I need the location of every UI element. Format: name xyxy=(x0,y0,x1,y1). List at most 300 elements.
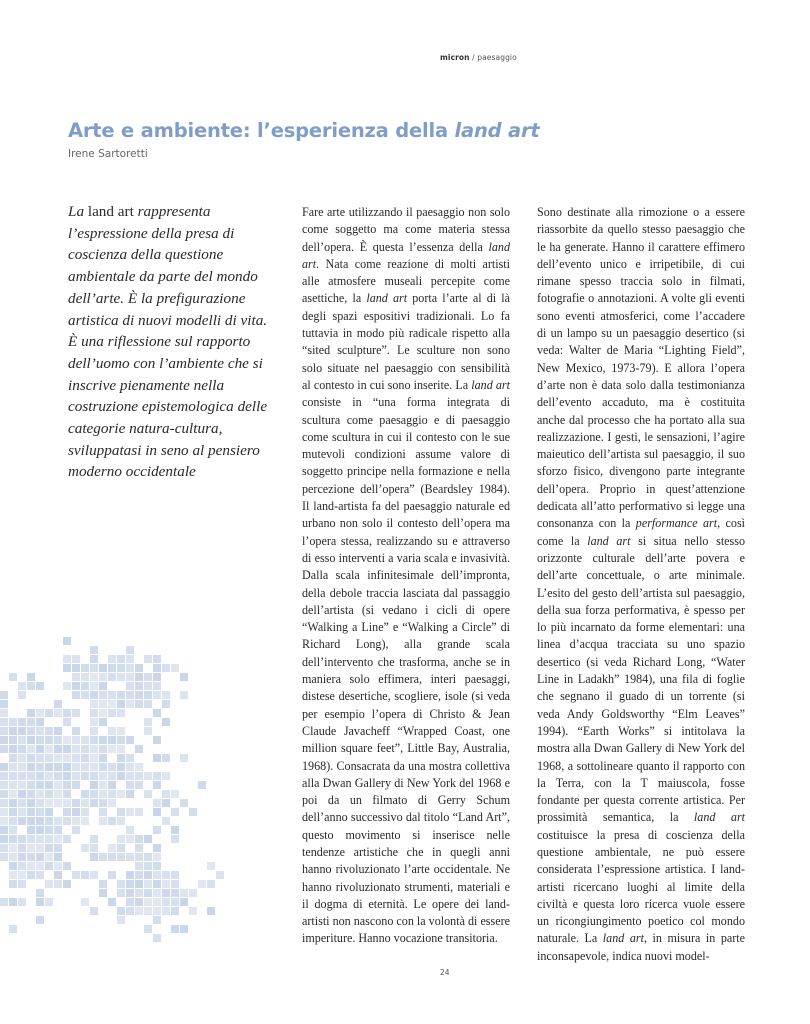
pixel-block xyxy=(0,853,8,861)
pixel-block xyxy=(99,709,107,717)
pixel-block xyxy=(18,799,26,807)
pixel-block xyxy=(0,835,8,843)
pixel-block xyxy=(162,754,170,762)
pixel-block xyxy=(63,637,71,645)
pixel-block xyxy=(144,898,152,906)
pixel-block xyxy=(90,700,98,708)
pixel-block xyxy=(45,727,53,735)
pixel-block xyxy=(81,745,89,753)
pixel-block xyxy=(27,871,35,879)
pixel-block xyxy=(72,754,80,762)
pixel-block xyxy=(153,916,161,924)
pixel-block xyxy=(72,664,80,672)
pixel-block xyxy=(126,772,134,780)
pixel-block xyxy=(81,871,89,879)
pixel-block xyxy=(153,682,161,690)
pixel-block xyxy=(135,763,143,771)
pixel-block xyxy=(18,898,26,906)
pixel-block xyxy=(81,844,89,852)
pixel-block xyxy=(63,772,71,780)
pixel-block xyxy=(18,745,26,753)
pixel-block xyxy=(171,664,179,672)
pixel-block xyxy=(54,781,62,789)
pixel-block xyxy=(36,763,44,771)
pixel-block xyxy=(108,790,116,798)
pixel-block xyxy=(18,772,26,780)
body-column-2 xyxy=(537,204,745,965)
pixel-block xyxy=(63,781,71,789)
pixel-block xyxy=(126,682,134,690)
pixel-block xyxy=(207,862,215,870)
pixel-block xyxy=(153,898,161,906)
pixel-block xyxy=(9,826,17,834)
pixel-block xyxy=(117,754,125,762)
pixel-block xyxy=(117,889,125,897)
pixel-block xyxy=(36,781,44,789)
pixel-block xyxy=(189,907,197,915)
pixel-block xyxy=(36,853,44,861)
pixel-block xyxy=(9,808,17,816)
pixel-block xyxy=(117,691,125,699)
pixel-block xyxy=(63,862,71,870)
pixel-block xyxy=(36,835,44,843)
pixel-block xyxy=(99,772,107,780)
pixel-block xyxy=(180,799,188,807)
pixel-block xyxy=(9,844,17,852)
pixel-block xyxy=(9,862,17,870)
pixel-block xyxy=(90,655,98,663)
pixel-block xyxy=(45,862,53,870)
pixel-block xyxy=(9,925,17,933)
pixel-block xyxy=(0,736,8,744)
pixel-block xyxy=(45,844,53,852)
pixel-block xyxy=(54,727,62,735)
pixel-block xyxy=(90,727,98,735)
pixel-block xyxy=(72,682,80,690)
pixel-block xyxy=(108,709,116,717)
pixel-block xyxy=(72,871,80,879)
pixel-block xyxy=(9,745,17,753)
pixel-block xyxy=(108,844,116,852)
pixel-block xyxy=(18,853,26,861)
pixel-block xyxy=(180,925,188,933)
pixel-block xyxy=(36,718,44,726)
pixel-block xyxy=(27,754,35,762)
pixel-block xyxy=(45,790,53,798)
pixel-block xyxy=(135,673,143,681)
pixel-block xyxy=(54,709,62,717)
pixel-block xyxy=(9,781,17,789)
pixel-block xyxy=(54,754,62,762)
pixel-block xyxy=(18,862,26,870)
body-text: , così come la xyxy=(537,516,746,548)
pixel-block xyxy=(144,790,152,798)
pixel-block xyxy=(36,862,44,870)
pixel-block xyxy=(72,781,80,789)
pixel-block xyxy=(90,646,98,654)
pixel-block xyxy=(54,835,62,843)
pixel-block xyxy=(99,808,107,816)
body-emphasis: performance art xyxy=(635,516,718,531)
pixel-block xyxy=(18,844,26,852)
pixel-block xyxy=(135,853,143,861)
pixel-block xyxy=(144,691,152,699)
pixel-block xyxy=(18,790,26,798)
pixel-block xyxy=(99,718,107,726)
pixel-block xyxy=(153,934,161,942)
pixel-block xyxy=(45,799,53,807)
pixel-block xyxy=(171,826,179,834)
pixel-block xyxy=(117,763,125,771)
pixel-block xyxy=(0,817,8,825)
pixel-block xyxy=(63,718,71,726)
pixel-block xyxy=(45,745,53,753)
pixel-block xyxy=(171,871,179,879)
pixel-block xyxy=(27,844,35,852)
pixel-block xyxy=(54,853,62,861)
pixel-block xyxy=(45,754,53,762)
pixel-block xyxy=(36,844,44,852)
pixel-block xyxy=(27,862,35,870)
pixel-block xyxy=(0,709,8,717)
pixel-block xyxy=(162,907,170,915)
body-emphasis: land art xyxy=(366,291,408,306)
pixel-block xyxy=(144,682,152,690)
body-emphasis: land art xyxy=(471,377,510,392)
pixel-block xyxy=(9,772,17,780)
pixel-block xyxy=(126,880,134,888)
pixel-block xyxy=(81,763,89,771)
pixel-block xyxy=(144,862,152,870)
pixel-block xyxy=(36,745,44,753)
pixel-block xyxy=(72,817,80,825)
pixel-block xyxy=(9,673,17,681)
pixel-block xyxy=(90,781,98,789)
pixel-block xyxy=(99,736,107,744)
pixel-block xyxy=(9,871,17,879)
pixel-block xyxy=(135,862,143,870)
pixel-block xyxy=(27,763,35,771)
pixel-block xyxy=(81,790,89,798)
pixel-block xyxy=(36,799,44,807)
pixel-block xyxy=(0,898,8,906)
pixel-block xyxy=(108,745,116,753)
pixel-block xyxy=(171,898,179,906)
pixel-block xyxy=(126,754,134,762)
pixel-block xyxy=(81,799,89,807)
pixel-block xyxy=(0,790,8,798)
pixel-block xyxy=(126,781,134,789)
pixel-block xyxy=(108,664,116,672)
pixel-block xyxy=(135,700,143,708)
pixel-block xyxy=(45,772,53,780)
pixel-block xyxy=(27,835,35,843)
pixel-block xyxy=(9,835,17,843)
pixel-block xyxy=(90,871,98,879)
header-section: micron xyxy=(440,53,470,62)
pixel-block xyxy=(0,781,8,789)
body-emphasis: land art xyxy=(602,931,644,946)
pixel-block xyxy=(9,817,17,825)
pixel-block xyxy=(108,727,116,735)
body-text: costituisce la presa di coscienza della questione ambientale, ne può essere considerata l’espressione artistica. I land-artisti ricercano luoghi al limite della civiltà e questa loro ricerca vuole essere un ricongiungimento poetico col mondo naturale. La xyxy=(537,827,745,946)
pixel-block xyxy=(18,817,26,825)
pixel-block xyxy=(45,781,53,789)
pixel-block xyxy=(153,655,161,663)
body-text: . Nata come reazione di molti artisti alle atmosfere museali percepite come asettiche, la xyxy=(302,256,510,306)
pixel-block xyxy=(81,772,89,780)
pixel-block xyxy=(18,736,26,744)
pixel-block xyxy=(0,799,8,807)
pixel-block xyxy=(0,826,8,834)
pixel-block xyxy=(117,709,125,717)
pixel-block xyxy=(81,664,89,672)
pixel-block xyxy=(144,889,152,897)
pixel-block xyxy=(36,817,44,825)
pixel-block xyxy=(180,898,188,906)
pixel-block xyxy=(54,880,62,888)
pixel-block xyxy=(9,763,17,771)
pixel-block xyxy=(45,826,53,834)
pixel-block xyxy=(117,835,125,843)
pixel-block xyxy=(63,745,71,753)
pixel-block xyxy=(126,736,134,744)
pixel-block xyxy=(36,682,44,690)
abstract-lead: La xyxy=(68,203,85,220)
pixel-block xyxy=(135,781,143,789)
pixel-block xyxy=(117,790,125,798)
pixel-block xyxy=(36,889,44,897)
pixel-block xyxy=(135,871,143,879)
pixel-block xyxy=(72,745,80,753)
pixel-block xyxy=(126,826,134,834)
pixel-block xyxy=(162,817,170,825)
pixel-block xyxy=(81,682,89,690)
pixel-block xyxy=(117,673,125,681)
pixel-block xyxy=(162,799,170,807)
pixel-block xyxy=(162,889,170,897)
pixel-block xyxy=(162,880,170,888)
pixel-block xyxy=(153,772,161,780)
pixel-block xyxy=(99,889,107,897)
pixel-block xyxy=(18,871,26,879)
article-title xyxy=(68,119,628,142)
pixel-block xyxy=(9,736,17,744)
pixel-block xyxy=(63,799,71,807)
pixel-block xyxy=(162,664,170,672)
pixel-block xyxy=(153,808,161,816)
pixel-block xyxy=(36,871,44,879)
body-text: Sono destinate alla rimozione o a essere riassorbite da quello stesso paesaggio che le ha generate. Hanno il carattere effimero dell’evento unico e irripetibile, di cui rimane spesso traccia solo in filmati, fotografie o annotazioni. A volte gli eventi sono eventi atmosferici, come l’accadere di un lampo su un paesaggio desertico (si veda: Walter de Maria “Lighting Field”, New Mexico, 1973-79). E allora l’opera d’arte non è data solo dalla testimonianza dell’evento accaduto, ma è costituita anche dal processo che ha portato alla sua realizzazione. I gesti, le sensazioni, l’agire maieutico dell’artista sul paesaggio, il suo sforzo fisico, divengono parte integrante dell’opera. Proprio in quest’attenzione dedicata all’atto performativo si legge una consonanza con la xyxy=(537,205,745,531)
pixel-block xyxy=(153,664,161,672)
pixel-block xyxy=(45,763,53,771)
pixel-block xyxy=(0,691,8,699)
pixel-block xyxy=(27,718,35,726)
pixel-block xyxy=(153,754,161,762)
pixel-block xyxy=(117,664,125,672)
pixel-block xyxy=(171,835,179,843)
pixel-block xyxy=(117,808,125,816)
pixel-block xyxy=(90,754,98,762)
pixel-block xyxy=(99,799,107,807)
pixel-block xyxy=(216,871,224,879)
pixel-block xyxy=(63,808,71,816)
pixel-block xyxy=(153,799,161,807)
pixel-block xyxy=(18,754,26,762)
pixel-block xyxy=(135,898,143,906)
pixel-block xyxy=(90,799,98,807)
pixel-block xyxy=(135,682,143,690)
pixel-block xyxy=(126,853,134,861)
pixel-block xyxy=(9,754,17,762)
article-title-italic: land art xyxy=(454,119,540,142)
pixel-block xyxy=(54,745,62,753)
pixel-block xyxy=(27,682,35,690)
pixel-block xyxy=(144,700,152,708)
pixel-block xyxy=(117,736,125,744)
pixel-block xyxy=(81,898,89,906)
pixel-block xyxy=(54,817,62,825)
pixel-block xyxy=(36,736,44,744)
body-column-1 xyxy=(302,204,510,948)
pixel-block xyxy=(99,691,107,699)
pixel-block xyxy=(27,826,35,834)
pixel-block xyxy=(27,799,35,807)
pixel-block xyxy=(99,745,107,753)
body-emphasis: land art xyxy=(302,239,510,271)
pixel-block xyxy=(108,736,116,744)
pixel-block xyxy=(108,763,116,771)
pixel-block xyxy=(126,835,134,843)
pixel-block xyxy=(54,763,62,771)
pixel-block xyxy=(126,673,134,681)
pixel-block xyxy=(9,718,17,726)
pixel-block xyxy=(135,880,143,888)
pixel-block xyxy=(0,727,8,735)
pixel-block xyxy=(162,790,170,798)
pixel-block xyxy=(90,853,98,861)
article-author: Irene Sartoretti xyxy=(68,148,148,160)
abstract-lead-roman: land art xyxy=(84,203,138,220)
pixel-block xyxy=(135,844,143,852)
pixel-block xyxy=(90,835,98,843)
pixel-block xyxy=(72,826,80,834)
pixel-block xyxy=(27,709,35,717)
pixel-block xyxy=(27,745,35,753)
pixel-block xyxy=(63,655,71,663)
pixel-landscape-decoration xyxy=(0,628,260,958)
pixel-block xyxy=(117,916,125,924)
pixel-block xyxy=(144,871,152,879)
pixel-block xyxy=(153,880,161,888)
pixel-block xyxy=(108,799,116,807)
pixel-block xyxy=(162,691,170,699)
pixel-block xyxy=(162,898,170,906)
pixel-block xyxy=(63,709,71,717)
pixel-block xyxy=(63,736,71,744)
pixel-block xyxy=(72,727,80,735)
pixel-block xyxy=(9,790,17,798)
pixel-block xyxy=(117,907,125,915)
pixel-block xyxy=(135,907,143,915)
pixel-block xyxy=(54,772,62,780)
pixel-block xyxy=(126,763,134,771)
pixel-block xyxy=(126,898,134,906)
pixel-block xyxy=(45,898,53,906)
pixel-block xyxy=(90,736,98,744)
pixel-block xyxy=(144,673,152,681)
pixel-block xyxy=(9,880,17,888)
pixel-block xyxy=(36,790,44,798)
pixel-block xyxy=(54,736,62,744)
pixel-block xyxy=(36,772,44,780)
pixel-block xyxy=(27,808,35,816)
pixel-block xyxy=(153,781,161,789)
pixel-block xyxy=(99,853,107,861)
pixel-block xyxy=(36,826,44,834)
pixel-block xyxy=(135,664,143,672)
running-header xyxy=(440,53,540,62)
pixel-block xyxy=(45,709,53,717)
pixel-block xyxy=(117,817,125,825)
pixel-block xyxy=(144,880,152,888)
pixel-block xyxy=(153,844,161,852)
pixel-block xyxy=(180,691,188,699)
pixel-block xyxy=(18,808,26,816)
pixel-block xyxy=(54,799,62,807)
pixel-block xyxy=(27,736,35,744)
pixel-block xyxy=(81,673,89,681)
pixel-block xyxy=(108,853,116,861)
pixel-block xyxy=(36,898,44,906)
pixel-block xyxy=(171,790,179,798)
pixel-block xyxy=(108,673,116,681)
pixel-block xyxy=(198,880,206,888)
pixel-block xyxy=(153,736,161,744)
pixel-block xyxy=(54,844,62,852)
pixel-block xyxy=(99,790,107,798)
pixel-block xyxy=(54,790,62,798)
pixel-block xyxy=(162,871,170,879)
pixel-block xyxy=(144,718,152,726)
body-text: si situa nello stesso orizzonte culturale dell’arte povera e dell’arte concettuale, o arte minimale. L’esito del gesto dell’artista sul paesaggio, della sua forza performativa, è spesso per lo più incarnato da forme elementari: una linea d’acqua tracciata su uno spazio desertico (si veda Richard Long, “Water Line in Ladakh” 1984), una fila di foglie che segnano il guado di un torrente (si veda Andy Goldsworthy “Elm Leaves” 1994). “Earth Works” si intitolava la mostra alla Dwan Gallery di New York del 1968, a sottolineare quanto il rapporto con la Terra, con la T maiuscola, fosse fondante per questa corrente artistica. Per prossimità semantica, la xyxy=(537,533,746,825)
pixel-block xyxy=(18,835,26,843)
pixel-block xyxy=(0,844,8,852)
pixel-block xyxy=(99,781,107,789)
pixel-landscape-blocks xyxy=(0,637,224,942)
pixel-block xyxy=(108,898,116,906)
pixel-block xyxy=(81,754,89,762)
pixel-block xyxy=(72,673,80,681)
pixel-block xyxy=(108,817,116,825)
pixel-block xyxy=(0,808,8,816)
pixel-block xyxy=(63,682,71,690)
page-number: 24 xyxy=(440,968,450,977)
pixel-block xyxy=(90,718,98,726)
abstract-text: rappresenta l’espressione della presa di coscienza della questione ambientale da parte del mondo dell’arte. È la prefigurazione artistica di nuovi modelli di vita. È una riflessione sul rapporto dell’uomo con l’ambiente che si inscrive pienamente nella costruzione epistemologica delle categorie natura-cultura, sviluppatasi in seno al pensiero moderno occidentale xyxy=(68,203,268,481)
pixel-block xyxy=(36,727,44,735)
pixel-block xyxy=(90,844,98,852)
pixel-block xyxy=(90,664,98,672)
pixel-block xyxy=(72,799,80,807)
pixel-block xyxy=(45,808,53,816)
pixel-block xyxy=(90,682,98,690)
pixel-block xyxy=(99,673,107,681)
pixel-block xyxy=(153,853,161,861)
pixel-block xyxy=(126,871,134,879)
pixel-block xyxy=(171,907,179,915)
pixel-block xyxy=(81,736,89,744)
